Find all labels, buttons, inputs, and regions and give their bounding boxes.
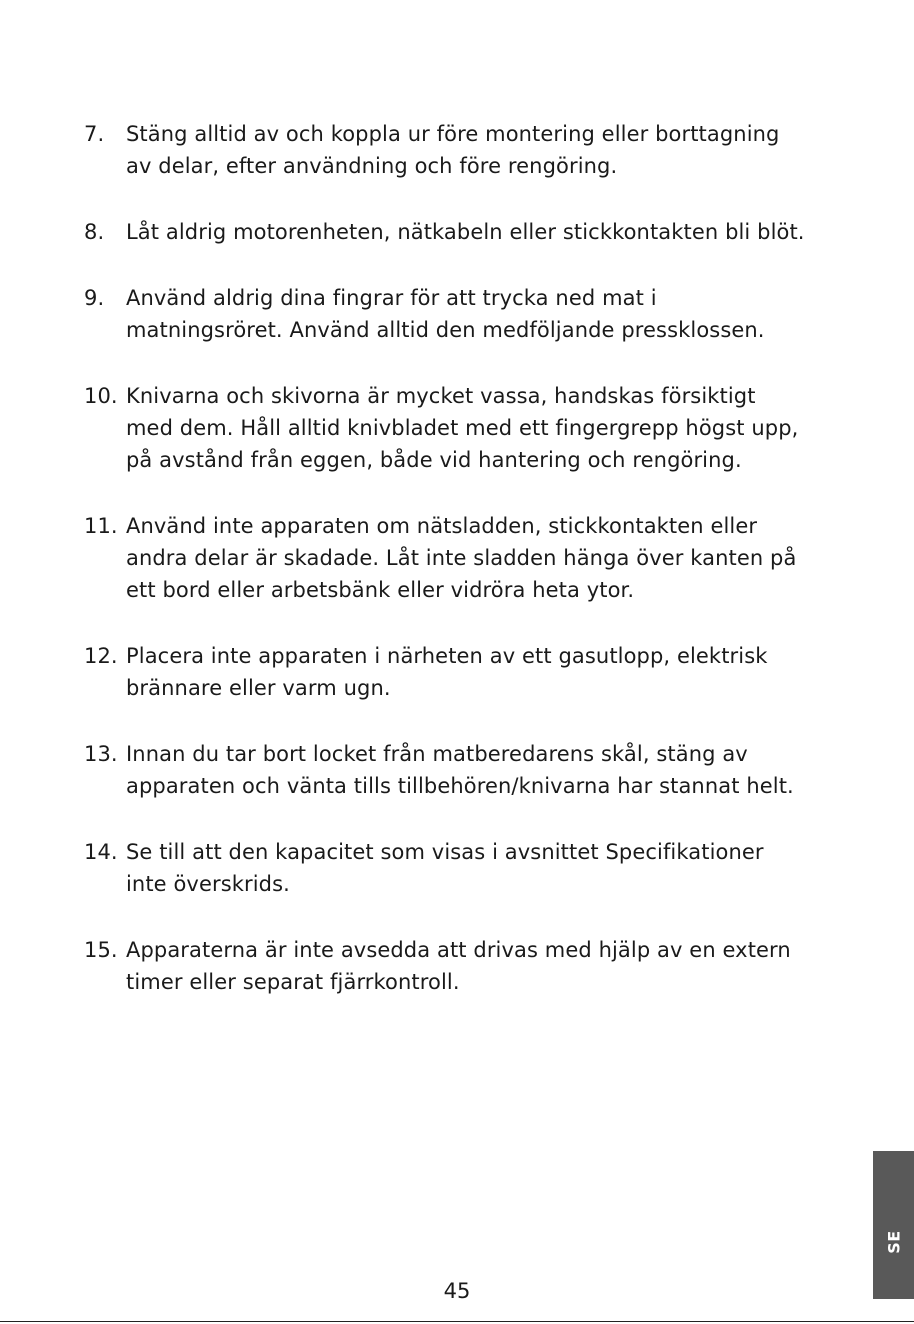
- bottom-divider: [0, 1321, 914, 1322]
- item-text: Låt aldrig motorenheten, nätkabeln eller stickkontakten bli blöt.: [126, 220, 805, 244]
- list-item: [84, 836, 844, 900]
- item-number: 10.: [84, 384, 118, 408]
- item-number: 13.: [84, 742, 118, 766]
- language-tab-label: SE: [884, 1230, 903, 1254]
- item-number: 15.: [84, 938, 118, 962]
- item-number: 14.: [84, 840, 118, 864]
- item-text: Innan du tar bort locket från matberedarens skål, stäng av apparaten och vänta tills tillbehören/knivarna har stannat helt.: [126, 742, 794, 798]
- list-item: [84, 934, 844, 998]
- item-number: 7.: [84, 122, 105, 146]
- item-number: 9.: [84, 286, 105, 310]
- item-text: Placera inte apparaten i närheten av ett gasutlopp, elektrisk brännare eller varm ugn.: [126, 644, 768, 700]
- item-text: Använd aldrig dina fingrar för att trycka ned mat i matningsröret. Använd alltid den medföljande pressklossen.: [126, 286, 765, 342]
- list-item: [84, 118, 844, 182]
- item-text: Använd inte apparaten om nätsladden, stickkontakten eller andra delar är skadade. Låt inte sladden hänga över kanten på ett bord eller arbetsbänk eller vidröra heta ytor.: [126, 514, 797, 602]
- list-item: [84, 380, 844, 476]
- item-text: Knivarna och skivorna är mycket vassa, handskas försiktigt med dem. Håll alltid knivbladet med ett fingergrepp högst upp, på avstånd från eggen, både vid hantering och rengöring.: [126, 384, 799, 472]
- item-text: Apparaterna är inte avsedda att drivas med hjälp av en extern timer eller separat fjärrkontroll.: [126, 938, 791, 994]
- item-number: 11.: [84, 514, 118, 538]
- item-number: 8.: [84, 220, 105, 244]
- safety-instructions-list: [84, 118, 844, 1032]
- item-text: Stäng alltid av och koppla ur före montering eller borttagning av delar, efter användning och före rengöring.: [126, 122, 780, 178]
- item-number: 12.: [84, 644, 118, 668]
- list-item: [84, 282, 844, 346]
- list-item: [84, 640, 844, 704]
- item-text: Se till att den kapacitet som visas i avsnittet Specifikationer inte överskrids.: [126, 840, 764, 896]
- list-item: [84, 216, 844, 248]
- list-item: [84, 738, 844, 802]
- list-item: [84, 510, 844, 606]
- page-number: 45: [443, 1279, 471, 1303]
